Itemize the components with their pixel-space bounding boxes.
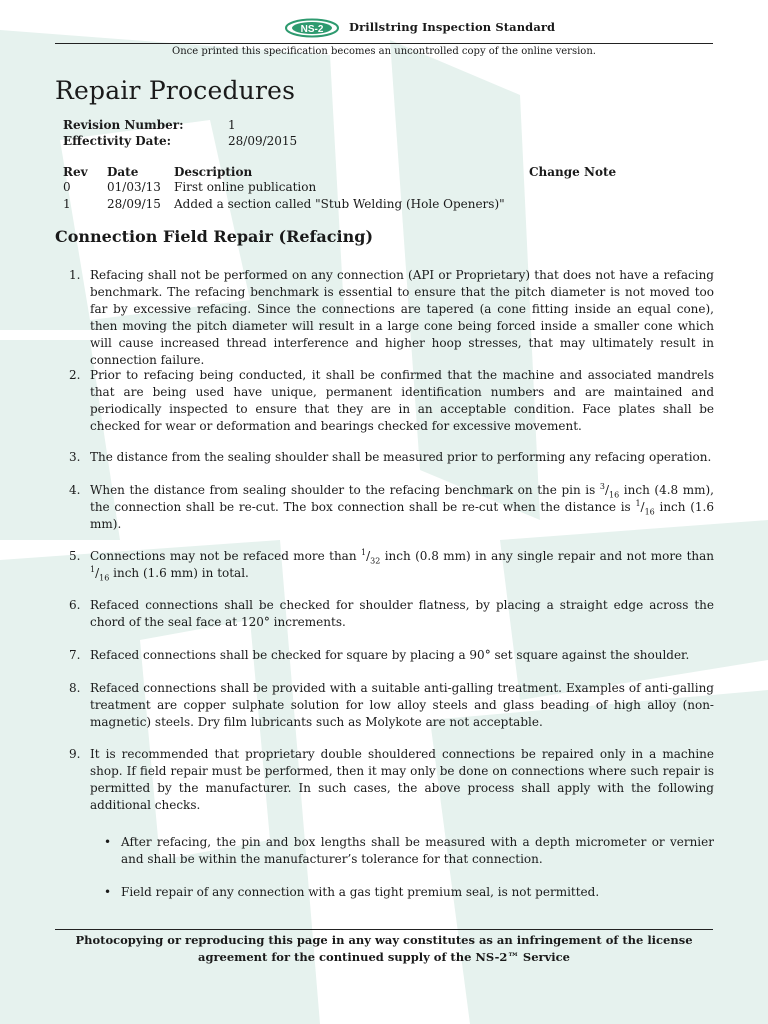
list-item-text: Refaced connections shall be provided with a suitable anti-galling treatment. Examples of anti-galling treatment are copper sulphate solution for low alloy steels and glass beading of high alloy (non-magnetic) steels. Dry film lubricants such as Molykote are not acceptable. [90,681,714,729]
cell-change-note [529,197,629,214]
list-item-text: Refaced connections shall be checked for shoulder flatness, by placing a straight edge across the chord of the seal face at 120° increments. [90,598,714,629]
list-item [69,449,714,466]
bullet-icon: • [104,885,112,899]
revision-meta [63,117,298,149]
cell-change-note [529,180,629,197]
cell-rev: 0 [63,180,71,194]
ns2-logo-icon [284,18,340,38]
page-header [0,16,768,40]
bullet-text: After refacing, the pin and box lengths shall be measured with a depth micrometer or vernier and shall be within the manufacturer’s tolerance for that connection. [121,835,714,866]
list-item [69,597,714,631]
fraction-denominator: 16 [609,490,620,500]
effectivity-date-row [63,133,298,149]
col-rev-header: Rev [63,164,88,179]
list-item-text: When the distance from sealing shoulder to the refacing benchmark on the pin is $^3/_{16}$ inch (4.8 mm), the connection shall be re-cut. The box connection shall be re-cut when the distance is $^1/_{16}$ inch (1.6 mm). [90,482,714,531]
svg-text:NS-2: NS-2 [300,24,324,35]
cell-rev: 1 [63,197,71,211]
header-rule [55,43,713,44]
list-item-text: It is recommended that proprietary double shouldered connections be repaired only in a machine shop. If field repair must be performed, then it may only be done on connections where such repair is permitted by the manufacturer. In such cases, the above process shall apply with the following additional checks. [90,747,714,812]
list-item-number: 8. [69,681,81,695]
table-header-row [63,163,629,180]
col-date-header: Date [107,164,139,179]
list-item [69,680,714,731]
revision-number-label: Revision Number: [63,118,184,132]
footer-line-1: Photocopying or reproducing this page in any way constitutes as an infringement of the license [75,933,693,947]
cell-description: First online publication [174,180,317,194]
fraction-denominator: 16 [99,573,110,583]
table-row [63,180,629,197]
effectivity-date-value: 28/09/2015 [228,134,298,148]
list-item-number: 9. [69,747,81,761]
fraction-numerator: 3 [599,482,605,491]
bullet-item [104,884,714,901]
col-change-note-header: Change Note [529,164,617,179]
footer-rule [55,929,713,930]
header-title: Drillstring Inspection Standard [349,20,556,34]
list-item-number: 1. [69,268,81,282]
list-item-text: The distance from the sealing shoulder shall be measured prior to performing any refacing operation. [90,450,712,464]
list-item [69,367,714,435]
list-item [69,746,714,814]
list-item-text: Prior to refacing being conducted, it shall be confirmed that the machine and associated mandrels that are being used have unique, permanent identification numbers and are maintained and periodically inspected to ensure that they are in an acceptable condition. Face plates shall be checked for wear or deformation and bearings checked for excessive movement. [90,368,714,433]
fraction-denominator: 16 [644,507,655,517]
footer-line-2: agreement for the continued supply of the NS-2™ Service [198,950,570,964]
list-item [69,267,714,369]
cell-date: 01/03/13 [107,180,161,194]
table-row [63,197,629,214]
list-item [69,548,714,582]
list-item-text: Refaced connections shall be checked for square by placing a 90° set square against the shoulder. [90,648,690,662]
bullet-text: Field repair of any connection with a gas tight premium seal, is not permitted. [121,885,600,899]
list-item-number: 7. [69,648,81,662]
col-description-header: Description [174,164,253,179]
revision-history-table [63,163,629,214]
uncontrolled-copy-notice: Once printed this specification becomes an uncontrolled copy of the online version. [172,46,596,57]
revision-number-value: 1 [228,118,236,132]
bullet-item [104,834,714,868]
fraction-numerator: 1 [90,565,96,574]
list-item-text: Refacing shall not be performed on any connection (API or Proprietary) that does not have a refacing benchmark. The refacing benchmark is essential to ensure that the pitch diameter is not moved too far by excessive refacing. Since the connections are tapered (a cone fitting inside an equal cone), then moving the pitch diameter will result in a large cone being forced inside a smaller cone which will cause increased thread interference and higher hoop stresses, that may ultimately result in connection failure. [90,268,714,367]
list-item-text: Connections may not be refaced more than $^1/_{32}$ inch (0.8 mm) in any single repair and not more than $^1/_{16}$ inch (1.6 mm) in total. [90,548,714,583]
fraction-numerator: 1 [635,499,641,508]
list-item [69,482,714,533]
fraction-denominator: 32 [370,556,381,566]
section-title: Connection Field Repair (Refacing) [55,227,374,246]
list-item [69,647,714,664]
effectivity-date-label: Effectivity Date: [63,134,172,148]
fraction-numerator: 1 [360,548,367,557]
license-footer [55,932,713,966]
list-item-number: 3. [69,450,81,464]
list-item-number: 5. [69,549,81,563]
cell-description: Added a section called "Stub Welding (Hole Openers)" [174,197,505,211]
list-item-number: 4. [69,483,81,497]
list-item-number: 6. [69,598,81,612]
revision-number-row [63,117,236,133]
cell-date: 28/09/15 [107,197,161,211]
page-title: Repair Procedures [55,76,296,105]
list-item-number: 2. [69,368,81,382]
bullet-icon: • [104,835,112,849]
